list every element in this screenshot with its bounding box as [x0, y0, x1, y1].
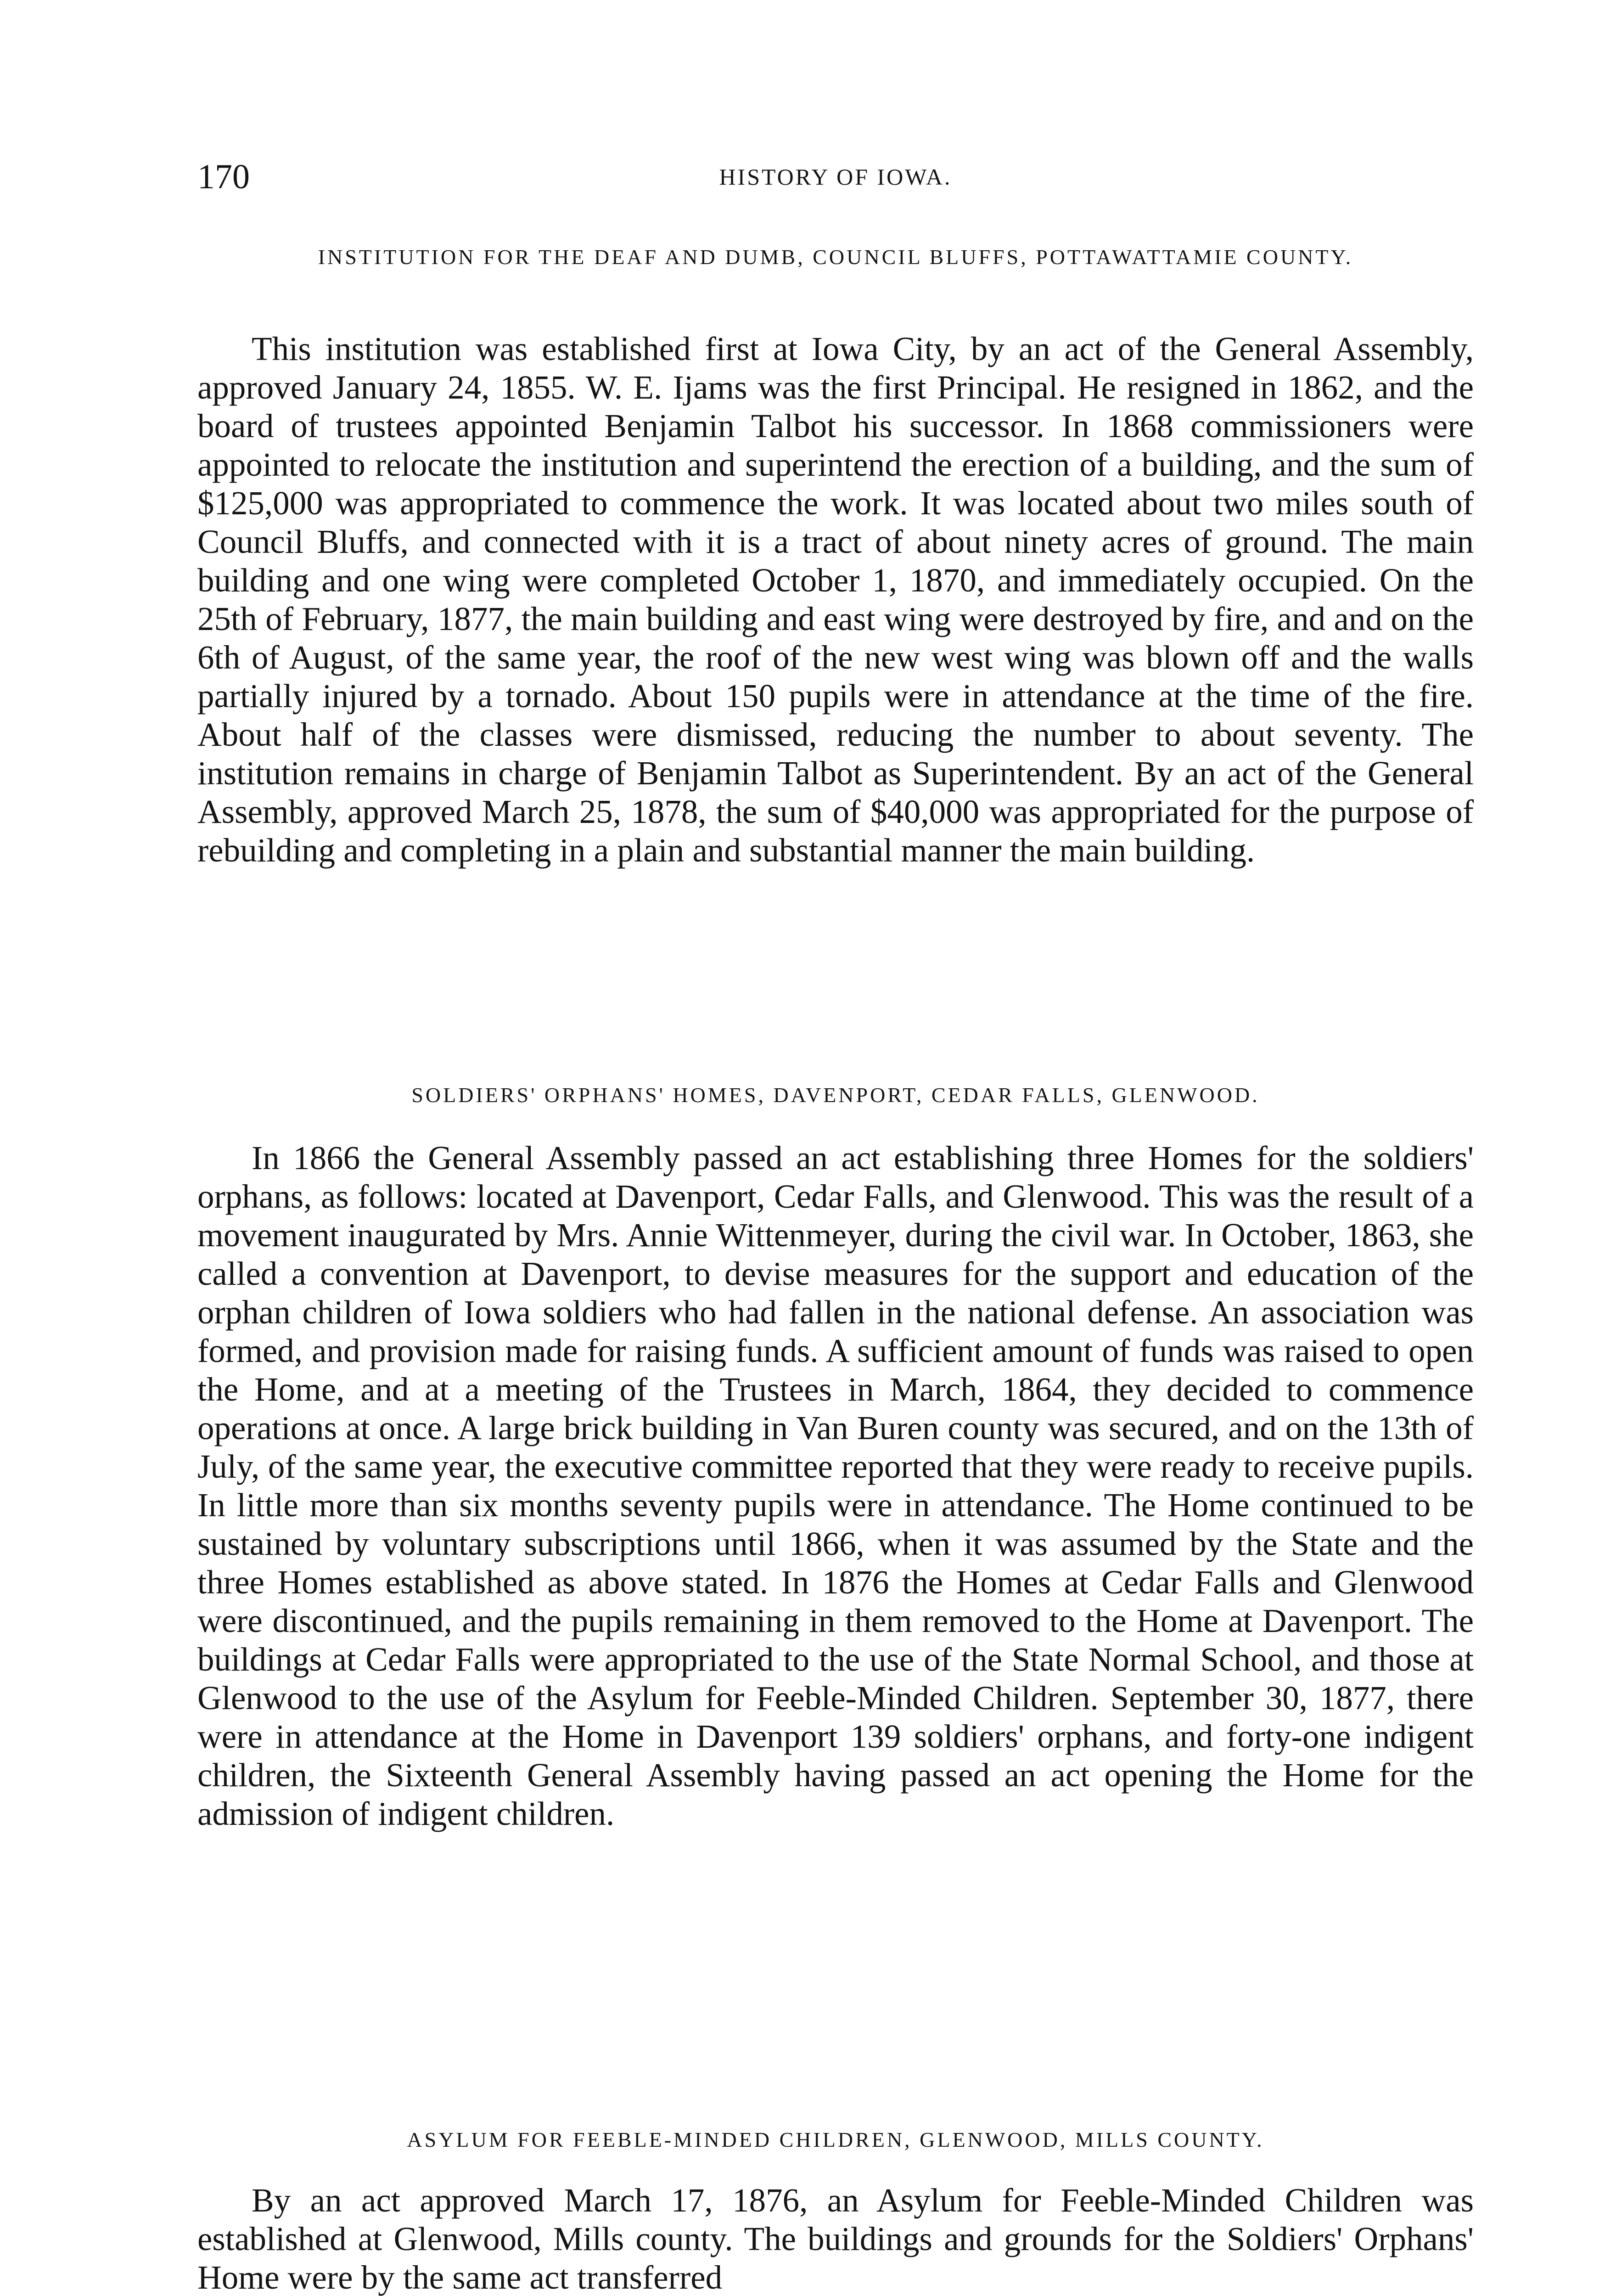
section-heading-soldiers-orphans-homes: SOLDIERS' ORPHANS' HOMES, DAVENPORT, CEDAR FALLS, GLENWOOD. [411, 1083, 1260, 1107]
paragraph-feeble-minded-asylum: By an act approved March 17, 1876, an Asylum for Feeble-Minded Children was established at Glenwood, Mills county. The buildings and grounds for the Soldiers' Orphans' Home were by the same act transferred [197, 2182, 1474, 2296]
page-number: 170 [197, 158, 250, 196]
section-heading-feeble-minded-asylum: ASYLUM FOR FEEBLE-MINDED CHILDREN, GLENWOOD, MILLS COUNTY. [407, 2128, 1264, 2151]
running-head [197, 152, 1474, 202]
section-heading-deaf-and-dumb-institution: INSTITUTION FOR THE DEAF AND DUMB, COUNCIL BLUFFS, POTTAWATTAMIE COUNTY. [318, 245, 1353, 269]
paragraph-deaf-and-dumb-institution: This institution was established first at Iowa City, by an act of the General Assembly, approved January 24, 1855. W. E. Ijams was the first Principal. He resigned in 1862, and the board of trustees appointed Benjamin Talbot his successor. In 1868 commissioners were appointed to relocate the institution and superintend the erection of a building, and the sum of $125,000 was appropriated to commence the work. It was located about two miles south of Council Bluffs, and connected with it is a tract of about ninety acres of ground. The main building and one wing were completed October 1, 1870, and immediately occupied. On the 25th of February, 1877, the main building and east wing were destroyed by fire, and and on the 6th of August, of the same year, the roof of the new west wing was blown off and the walls partially injured by a tornado. About 150 pupils were in attendance at the time of the fire. About half of the classes were dismissed, reducing the number to about seventy. The institution remains in charge of Benjamin Talbot as Superintendent. By an act of the General Assembly, approved March 25, 1878, the sum of $40,000 was appropriated for the purpose of rebuilding and completing in a plain and substantial manner the main building. [197, 330, 1474, 869]
paragraph-soldiers-orphans-homes: In 1866 the General Assembly passed an act establishing three Homes for the soldiers' orphans, as follows: located at Davenport, Cedar Falls, and Glenwood. This was the result of a movement inaugurated by Mrs. Annie Wittenmeyer, during the civil war. In October, 1863, she called a convention at Davenport, to devise measures for the support and education of the orphan children of Iowa soldiers who had fallen in the national defense. An association was formed, and provision made for raising funds. A sufficient amount of funds was raised to open the Home, and at a meeting of the Trustees in March, 1864, they decided to commence operations at once. A large brick building in Van Buren county was secured, and on the 13th of July, of the same year, the executive committee reported that they were ready to receive pupils. In little more than six months seventy pupils were in attendance. The Home continued to be sustained by voluntary subscriptions until 1866, when it was assumed by the State and the three Homes established as above stated. In 1876 the Homes at Cedar Falls and Glenwood were discontinued, and the pupils remaining in them removed to the Home at Davenport. The buildings at Cedar Falls were appropriated to the use of the State Normal School, and those at Glenwood to the use of the Asylum for Feeble-Minded Children. September 30, 1877, there were in attendance at the Home in Davenport 139 soldiers' orphans, and forty-one indigent children, the Sixteenth General Assembly having passed an act opening the Home for the admission of indigent children. [197, 1139, 1474, 1832]
book-title: HISTORY OF IOWA. [719, 164, 952, 190]
